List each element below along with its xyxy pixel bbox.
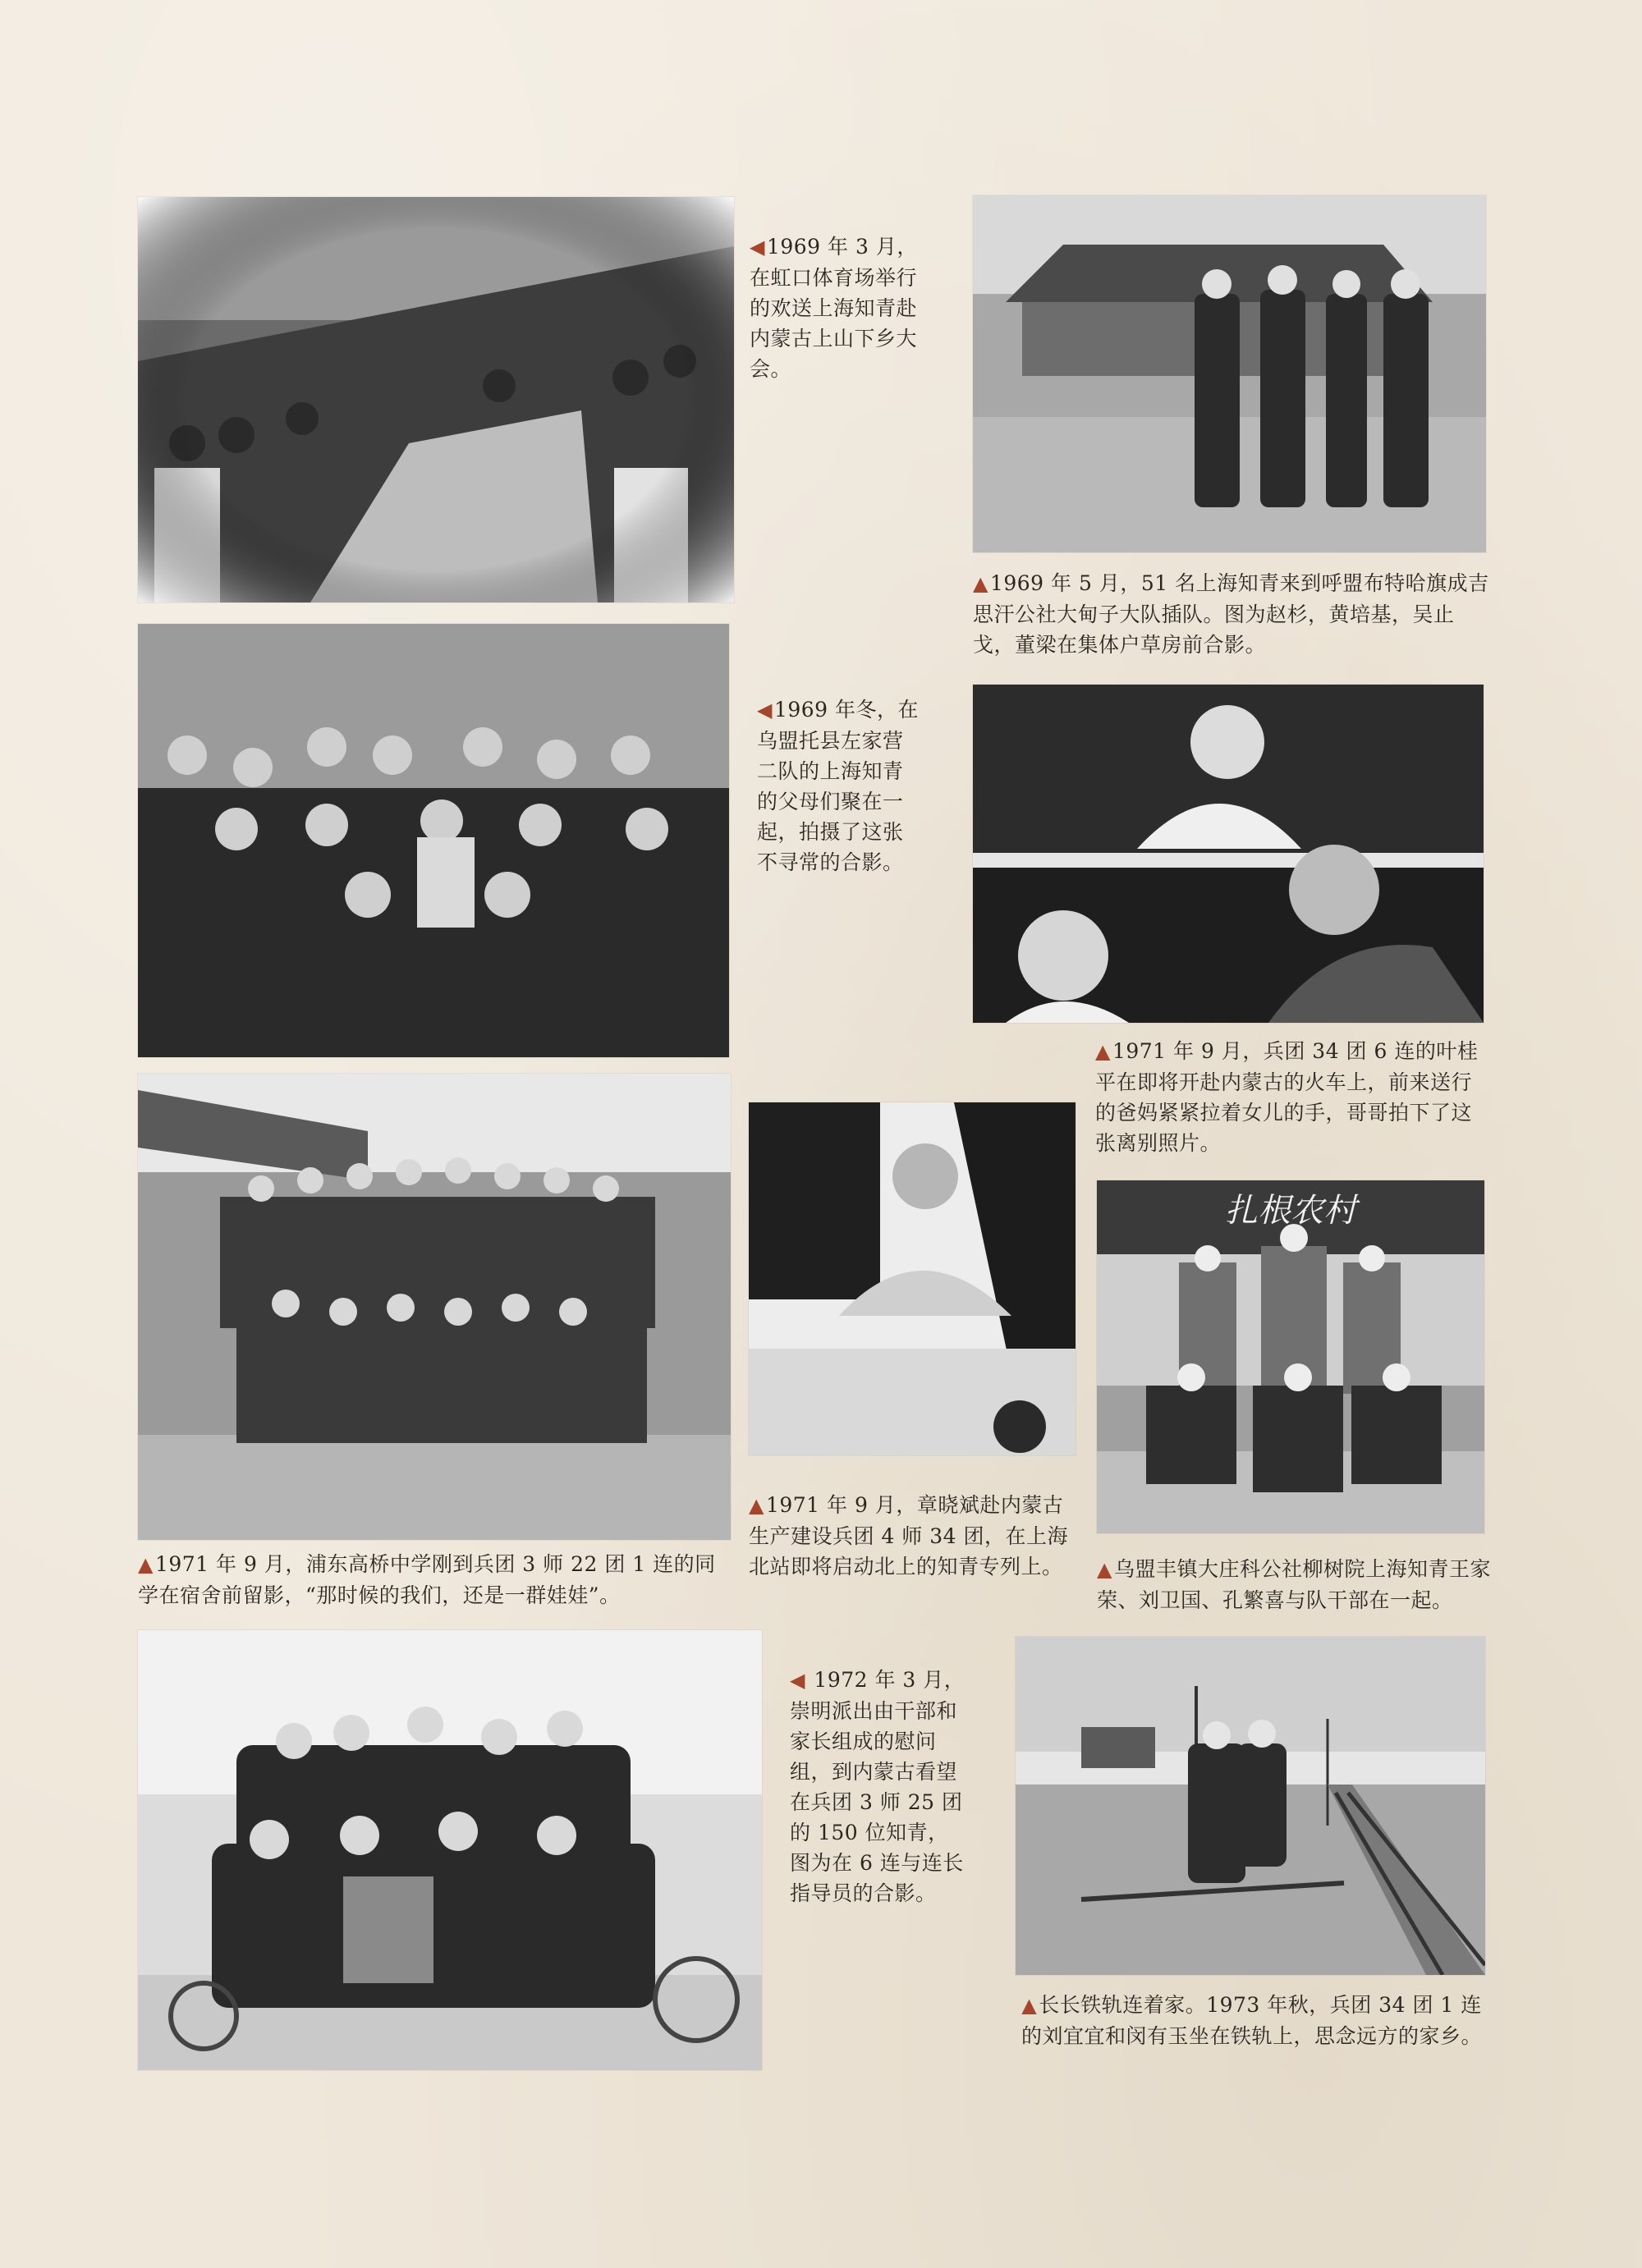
photo-thatched-house xyxy=(973,195,1486,552)
arrow-up-icon: ▲ xyxy=(973,572,988,595)
photo-delegation xyxy=(138,1630,762,2070)
arrow-left-icon: ◀ xyxy=(750,236,765,259)
caption-dorm-group-text: 1971 年 9 月，浦东高桥中学刚到兵团 3 师 22 团 1 连的同学在宿舍前留影，“那时候的我们，还是一群娃娃”。 xyxy=(138,1552,716,1607)
arrow-up-icon: ▲ xyxy=(1097,1558,1112,1581)
photo-railway xyxy=(1016,1637,1485,1975)
caption-train-window-boy-text: 1971 年 9 月，章晓斌赴内蒙古生产建设兵团 4 师 34 团，在上海北站即将启动北上的知青专列上。 xyxy=(749,1493,1069,1578)
caption-dorm-group xyxy=(138,1549,729,1611)
caption-thatched-house xyxy=(973,568,1490,660)
arrow-up-icon: ▲ xyxy=(749,1494,764,1517)
arrow-up-icon: ▲ xyxy=(1095,1040,1111,1063)
caption-thatched-house-text: 1969 年 5 月，51 名上海知青来到呼盟布特哈旗成吉思汗公社大甸子大队插队。图为赵杉，黄培基，吴止戈，董梁在集体户草房前合影。 xyxy=(973,571,1489,657)
photo-willow-courtyard xyxy=(1097,1180,1484,1533)
arrow-left-icon: ◀ xyxy=(757,699,773,722)
caption-railway-text: 长长铁轨连着家。1973 年秋，兵团 34 团 1 连的刘宜宜和闵有玉坐在铁轨上，思念远方的家乡。 xyxy=(1021,1993,1482,2048)
photo-rally xyxy=(138,197,734,603)
photo-train-window-boy xyxy=(749,1102,1076,1455)
banner-text: 扎根农村 xyxy=(1225,1192,1356,1230)
caption-train-window-boy xyxy=(749,1490,1077,1582)
arrow-up-icon: ▲ xyxy=(138,1553,154,1576)
caption-willow-courtyard-text: 乌盟丰镇大庄科公社柳树院上海知青王家荣、刘卫国、孔繁喜与队干部在一起。 xyxy=(1097,1557,1491,1612)
arrow-up-icon: ▲ xyxy=(1021,1994,1038,2017)
caption-railway xyxy=(1016,1990,1488,2051)
caption-parents xyxy=(757,694,921,877)
arrow-left-icon: ◀ xyxy=(790,1669,805,1692)
caption-delegation-text: 1972 年 3 月，崇明派出由干部和家长组成的慰问组，到内蒙古看望在兵团 3 师 25 团的 150 位知青，图为在 6 连与连长指导员的合影。 xyxy=(790,1668,965,1905)
caption-rally xyxy=(750,231,922,384)
caption-willow-courtyard xyxy=(1097,1554,1491,1615)
caption-parents-text: 1969 年冬，在乌盟托县左家营二队的上海知青的父母们聚在一起，拍摄了这张不寻常的合影。 xyxy=(757,698,920,874)
caption-train-farewell-text: 1971 年 9 月，兵团 34 团 6 连的叶桂平在即将开赴内蒙古的火车上，前来送行的爸妈紧紧拉着女儿的手，哥哥拍下了这张离别照片。 xyxy=(1095,1039,1479,1155)
photo-parents xyxy=(138,624,729,1057)
caption-train-farewell xyxy=(1095,1036,1485,1158)
caption-rally-text: 1969 年 3 月，在虹口体育场举行的欢送上海知青赴内蒙古上山下乡大会。 xyxy=(750,235,918,381)
photo-dorm-group xyxy=(138,1074,731,1540)
photo-train-farewell xyxy=(973,685,1484,1023)
caption-delegation xyxy=(790,1665,966,1908)
